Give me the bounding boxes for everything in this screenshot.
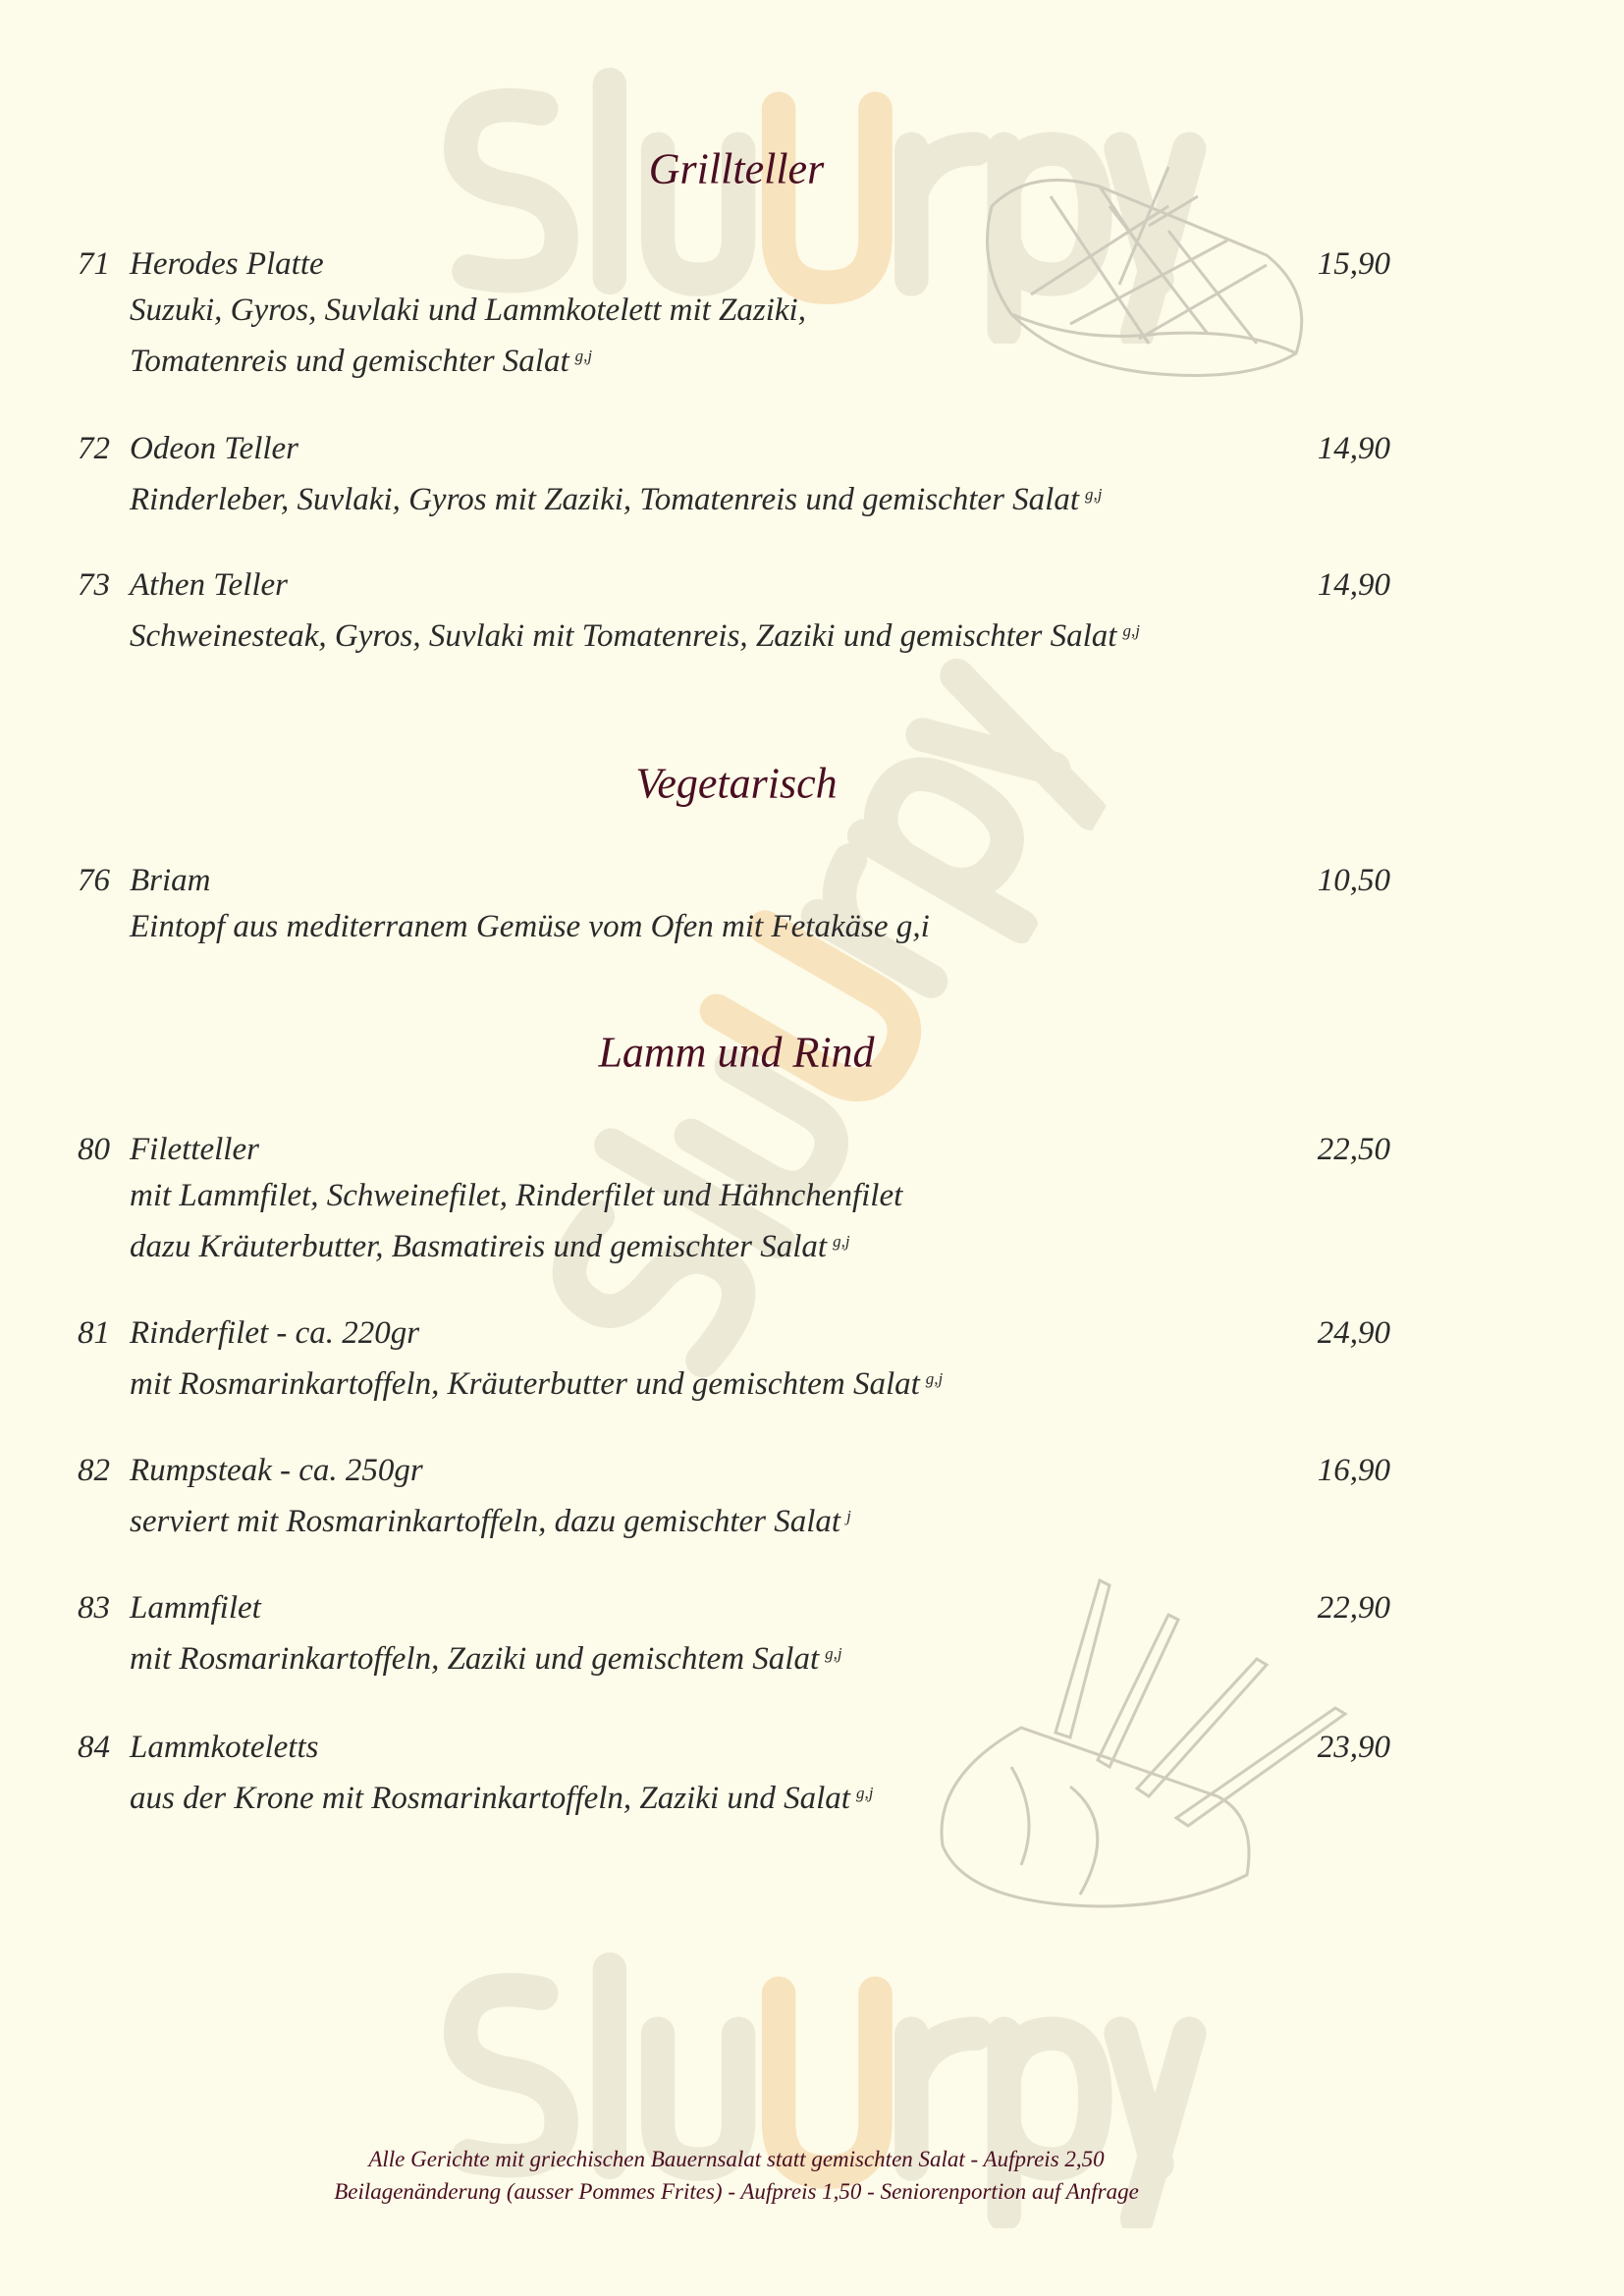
allergen-codes: g,j [1085, 485, 1103, 504]
item-name: Lammfilet [130, 1590, 261, 1626]
item-number: 76 [78, 863, 110, 898]
item-name: Briam [130, 863, 211, 898]
item-description-text: Tomatenreis und gemischter Salat [130, 344, 569, 379]
item-number: 81 [78, 1315, 110, 1351]
item-name: Rumpsteak - ca. 250gr [130, 1453, 423, 1488]
item-price: 22,50 [1317, 1132, 1390, 1167]
item-name: Filetteller [130, 1132, 259, 1167]
allergen-codes: g,j [1122, 621, 1140, 640]
item-number: 80 [78, 1132, 110, 1167]
section-heading: Grillteller [648, 144, 825, 193]
item-price: 23,90 [1317, 1730, 1390, 1765]
allergen-codes: g,j [825, 1644, 842, 1663]
item-number: 82 [78, 1453, 110, 1488]
item-name: Athen Teller [130, 567, 289, 603]
item-name: Odeon Teller [130, 431, 299, 466]
item-description [130, 1176, 902, 1215]
item-price: 24,90 [1317, 1315, 1390, 1351]
item-description-text: mit Rosmarinkartoffeln, Kräuterbutter und gemischtem Salat [130, 1366, 920, 1402]
item-description [130, 291, 806, 330]
item-price: 16,90 [1317, 1453, 1390, 1488]
item-description [130, 1634, 842, 1679]
allergen-codes: g,j [855, 1784, 874, 1802]
item-number: 72 [78, 431, 110, 466]
item-description-text: Eintopf aus mediterranem Gemüse vom Ofen mit Fetakäse g,i [130, 909, 930, 944]
item-number: 71 [78, 246, 110, 282]
watermark-logo [490, 606, 1139, 1445]
allergen-codes: g,j [833, 1232, 850, 1251]
item-description-text: aus der Krone mit Rosmarinkartoffeln, Zaziki und Salat [130, 1781, 850, 1816]
item-description [130, 907, 930, 946]
item-description-text: Schweinesteak, Gyros, Suvlaki mit Tomatenreis, Zaziki und gemischter Salat [130, 618, 1117, 654]
item-description [130, 1360, 943, 1404]
item-description [130, 1222, 850, 1266]
item-description [130, 1497, 851, 1541]
allergen-codes: g,j [925, 1369, 944, 1388]
item-description [130, 337, 592, 381]
footer-note-salad: Alle Gerichte mit griechischen Bauernsalat statt gemischten Salat - Aufpreis 2,50 [368, 2147, 1105, 2171]
allergen-codes: g,j [574, 347, 593, 365]
section-heading: Lamm und Rind [598, 1028, 875, 1077]
section-heading: Vegetarisch [635, 759, 838, 808]
item-price: 14,90 [1317, 431, 1390, 466]
item-name: Lammkoteletts [130, 1730, 319, 1765]
item-price: 14,90 [1317, 567, 1390, 603]
item-number: 84 [78, 1730, 110, 1765]
item-description-text: Rinderleber, Suvlaki, Gyros mit Zaziki, Tomatenreis und gemischter Salat [130, 482, 1080, 517]
item-description [130, 1774, 873, 1818]
item-description-text: mit Lammfilet, Schweinefilet, Rinderfilet und Hähnchenfilet [130, 1178, 903, 1213]
item-number: 73 [78, 567, 110, 603]
item-number: 83 [78, 1590, 110, 1626]
lamb-rack-sketch-illustration [923, 1571, 1365, 1924]
item-description-text: mit Rosmarinkartoffeln, Zaziki und gemischtem Salat [130, 1641, 820, 1677]
item-description [130, 612, 1140, 656]
item-description-text: serviert mit Rosmarinkartoffeln, dazu gemischter Salat [130, 1504, 841, 1539]
item-name: Rinderfilet - ca. 220gr [130, 1315, 420, 1351]
item-price: 15,90 [1317, 246, 1390, 282]
item-price: 10,50 [1317, 863, 1390, 898]
allergen-codes: j [846, 1507, 851, 1525]
item-description-text: Suzuki, Gyros, Suvlaki und Lammkotelett mit Zaziki, [130, 293, 806, 328]
item-name: Herodes Platte [130, 246, 324, 282]
item-price: 22,90 [1317, 1590, 1390, 1626]
footer-note-sides: Beilagenänderung (ausser Pommes Frites) - Aufpreis 1,50 - Seniorenportion auf Anfrage [334, 2179, 1139, 2204]
item-description [130, 475, 1103, 519]
item-description-text: dazu Kräuterbutter, Basmatireis und gemischter Salat [130, 1229, 828, 1264]
